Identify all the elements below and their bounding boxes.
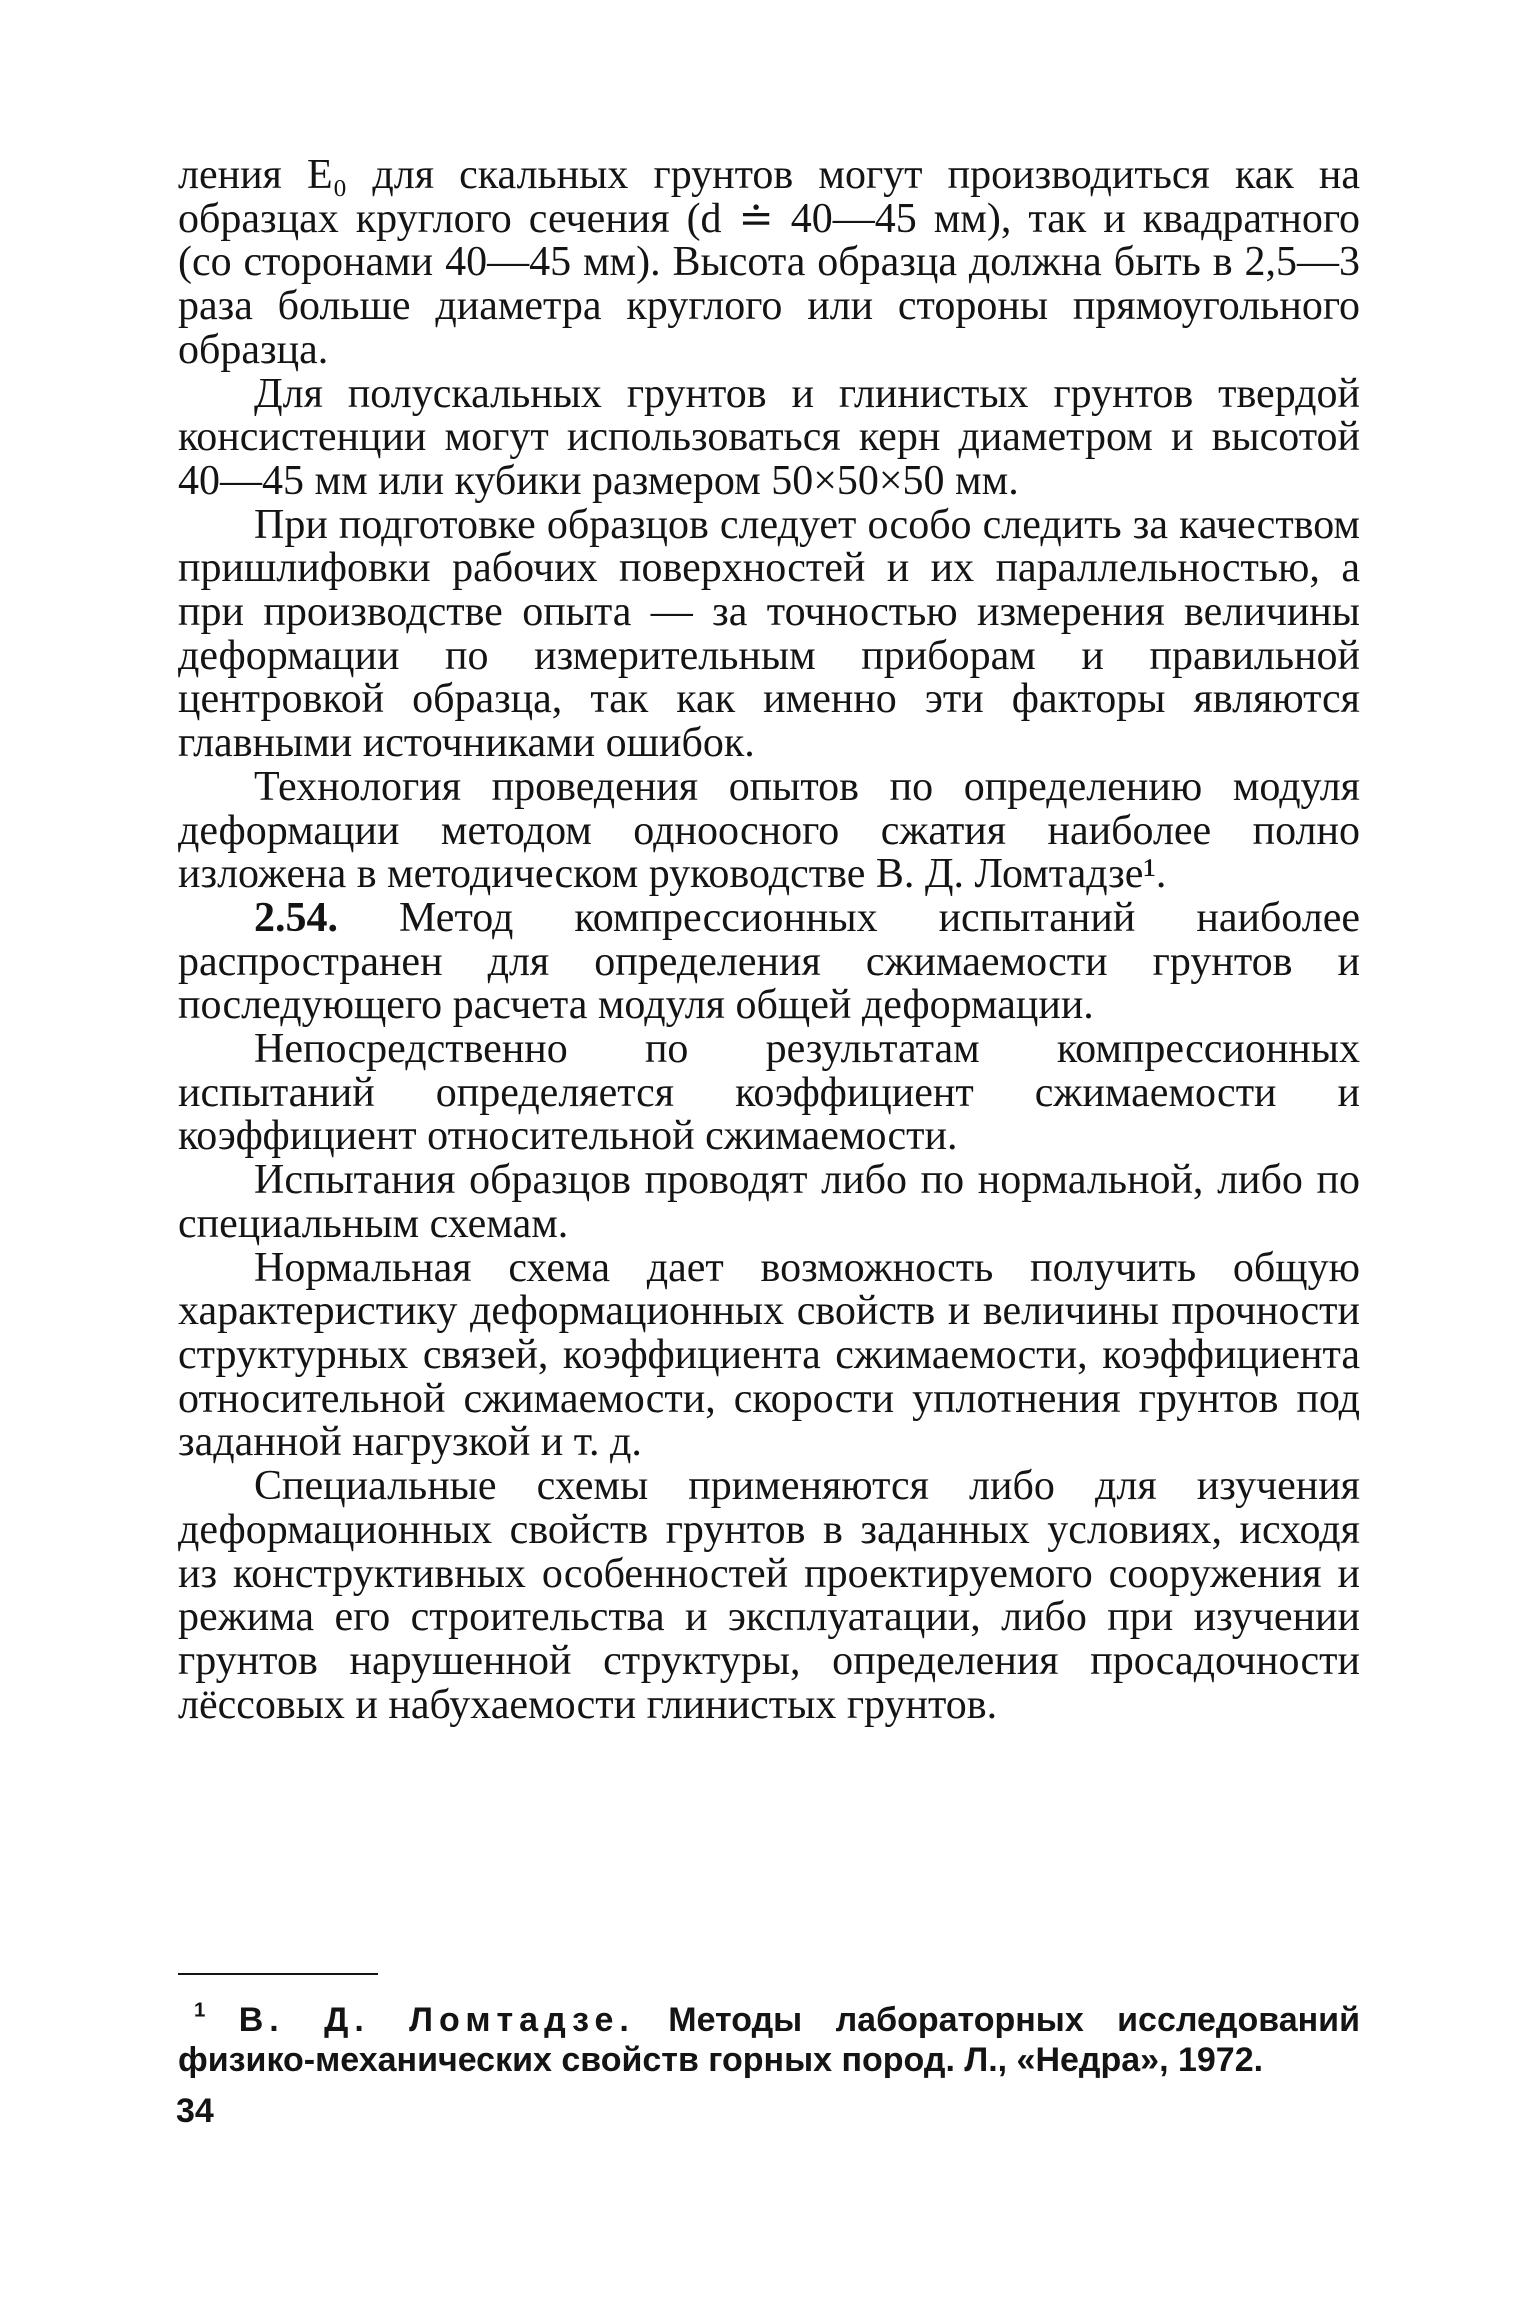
section-number: 2.54. <box>254 894 338 941</box>
paragraph: Для полускальных грунтов и глинистых грунтов твердой консистенции могут использоваться керн диаметром и высотой 40—45 мм или кубики размером 50×50×50 мм. <box>178 370 1360 504</box>
paragraph: Специальные схемы применяются либо для изучения деформационных свойств грунтов в заданных условиях, исходя из конструктивных особенностей проектируемого сооружения и режима его строительства и эксплуатации, либо при изучении грунтов нарушенной структуры, определения просадочности лёссовых и набухаемости глинистых грунтов. <box>178 1463 1360 1728</box>
paragraph-text: Метод компрессионных испытаний наиболее распространен для определения сжимаемости грунтов и последующего расчета модуля общей деформации. <box>178 894 1360 1029</box>
body-text <box>178 154 1360 1727</box>
paragraph: ления E₀ для скальных грунтов могут производиться как на образцах круглого сечения (d ≐ 40—45 мм), так и квадратного (со сторонами 40—45 мм). Высота образца должна быть в 2,5—3 раза больше диаметра круглого или стороны прямоугольного образца. <box>178 152 1360 373</box>
footnote-text: Методы лабораторных исследований физико-механических свойств горных пород. Л., «Недра», 1972. <box>178 2001 1360 2079</box>
paragraph: Непосредственно по результатам компрессионных испытаний определяется коэффициент сжимаемости и коэффициент относительной сжимаемости. <box>178 1026 1360 1160</box>
footnote-author: В. Д. Ломтадзе. <box>238 2001 635 2039</box>
footnote-divider <box>178 1973 378 1975</box>
paragraph: Нормальная схема дает возможность получить общую характеристику деформационных свойств и величины прочности структурных связей, коэффициента сжимаемости, коэффициента относительной сжимаемости, скорости уплотнения грунтов под заданной нагрузкой и т. д. <box>178 1244 1360 1466</box>
footnote <box>178 2000 1360 2080</box>
paragraph: При подготовке образцов следует особо следить за качеством пришлифовки рабочих поверхностей и их параллельностью, а при производстве опыта — за точностью измерения величины деформации по измерительным приборам и правильной центровкой образца, так как именно эти факторы являются главными источниками ошибок. <box>178 501 1360 767</box>
page-number: 34 <box>176 2092 214 2130</box>
paragraph: Испытания образцов проводят либо по нормальной, либо по специальным схемам. <box>178 1157 1360 1247</box>
footnote-marker: 1 <box>194 1999 206 2022</box>
paragraph: Технология проведения опытов по определению модуля деформации методом одноосного сжатия наиболее полно изложена в методическом руководстве В. Д. Ломтадзе¹. <box>178 763 1360 898</box>
paragraph-numbered <box>178 894 1360 1029</box>
